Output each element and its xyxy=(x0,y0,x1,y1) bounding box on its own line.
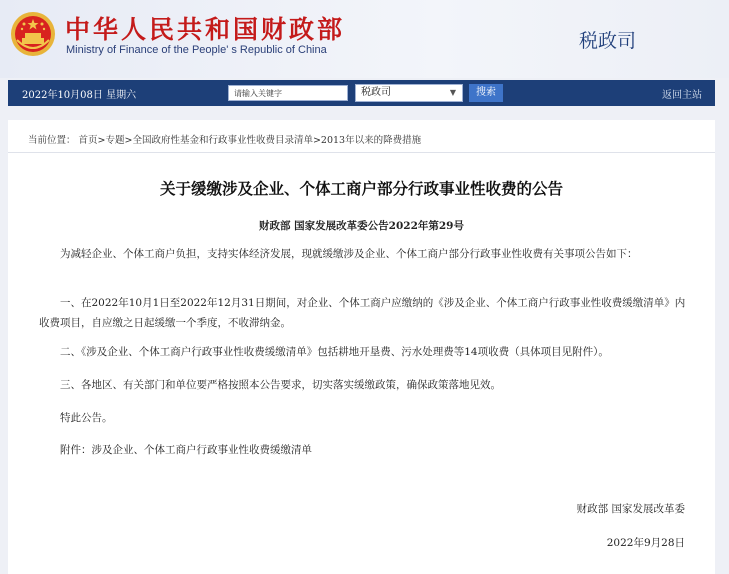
signature-org: 财政部 国家发展改革委 xyxy=(576,503,685,515)
signature-date: 2022年9月28日 xyxy=(606,537,685,549)
current-date: 2022年10月08日 星期六 xyxy=(22,90,137,101)
attachment-link[interactable]: 附件：涉及企业、个体工商户行政事业性收费缓缴清单 xyxy=(60,444,312,456)
nav-bar xyxy=(8,80,715,106)
article-paragraph: 特此公告。 xyxy=(60,412,113,424)
search-input[interactable] xyxy=(228,85,348,101)
article-panel xyxy=(8,120,715,574)
article-paragraph: 一、在2022年10月1日至2022年12月31日期间，对企业、个体工商户应缴纳的《涉及企业、个体工商户行政事业性收费缓缴清单》内收费项目，自应缴之日起缓缴一个季度，不收滞纳金。 xyxy=(39,297,686,329)
breadcrumb[interactable]: 当前位置： 首页>专题>全国政府性基金和行政事业性收费目录清单>2013年以来的降费措施 xyxy=(28,135,422,146)
dropdown-arrow-icon: ▼ xyxy=(449,88,456,97)
search-scope-select[interactable] xyxy=(355,84,463,102)
site-title-en[interactable]: Ministry of Finance of the People' s Republic of China xyxy=(66,44,327,56)
search-button[interactable]: 搜索 xyxy=(469,84,503,102)
site-title-cn[interactable]: 中华人民共和国财政部 xyxy=(65,15,346,44)
article-paragraph: 三、各地区、有关部门和单位要严格按照本公告要求，切实落实缓缴政策，确保政策落地见效。 xyxy=(60,379,501,391)
divider xyxy=(8,152,715,153)
return-home-link[interactable]: 返回主站 xyxy=(662,90,702,101)
document-number: 财政部 国家发展改革委公告2022年第29号 xyxy=(259,220,464,232)
site-header xyxy=(0,0,729,78)
article-paragraph: 为减轻企业、个体工商户负担，支持实体经济发展，现就缓缴涉及企业、个体工商户部分行政事业性收费有关事项公告如下： xyxy=(60,248,638,260)
national-emblem-icon xyxy=(9,10,57,58)
department-title: 税政司 xyxy=(579,30,637,52)
article-paragraph: 二、《涉及企业、个体工商户行政事业性收费缓缴清单》包括耕地开垦费、污水处理费等14项收费（具体项目见附件）。 xyxy=(60,346,609,358)
article-title: 关于缓缴涉及企业、个体工商户部分行政事业性收费的公告 xyxy=(159,179,563,198)
search-scope-value: 税政司 xyxy=(361,87,391,98)
